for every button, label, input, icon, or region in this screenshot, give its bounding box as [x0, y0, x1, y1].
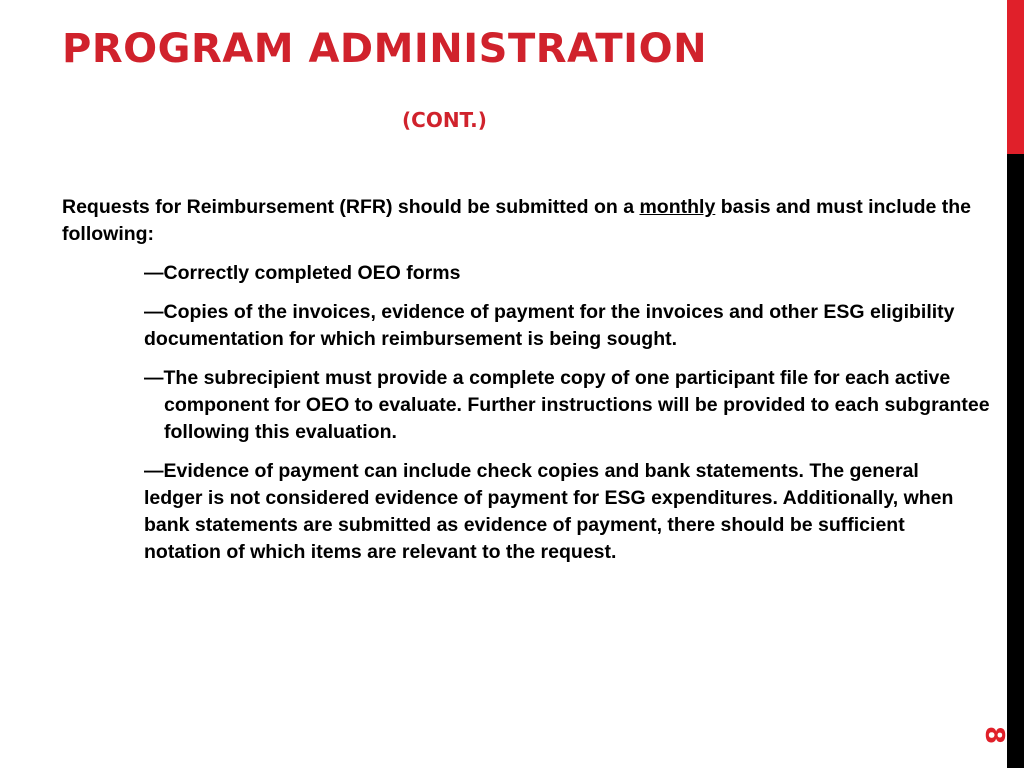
intro-text-start: Requests for Reimbursement (RFR) should be submitted on a [62, 196, 640, 218]
bullet-item [144, 299, 974, 353]
side-accent-bar-red [1007, 0, 1024, 154]
dash-bullet-icon: — [144, 460, 164, 482]
bullet-text: The subrecipient must provide a complete copy of one participant file for each active component for OEO to evaluate. Further instructions will be provided to each subgrantee following this evaluation. [163, 367, 990, 443]
dash-bullet-icon: — [144, 367, 164, 389]
bullet-text: Correctly completed OEO forms [163, 262, 461, 284]
intro-text-end: basis and must include the following: [62, 196, 972, 245]
bullet-item [144, 458, 974, 566]
intro-emphasis: monthly [639, 196, 716, 218]
bullet-item [144, 365, 994, 446]
slide-body [62, 194, 990, 578]
slide-title: PROGRAM ADMINISTRATION [62, 26, 708, 72]
bullet-text: Evidence of payment can include check copies and bank statements. The general ledger is not considered evidence of payment for ESG expenditures. Additionally, when bank statements are submitted as evidence of payment, there should be sufficient notation of which items are relevant to the request. [144, 460, 954, 563]
intro-paragraph [62, 194, 972, 248]
slide-subtitle: (CONT.) [402, 108, 487, 132]
page-number: 8 [979, 725, 1009, 745]
bullet-text: Copies of the invoices, evidence of payment for the invoices and other ESG eligibility documentation for which reimbursement is being sought. [144, 301, 955, 350]
bullet-item [144, 260, 974, 287]
side-accent-bar-black [1007, 154, 1024, 768]
dash-bullet-icon: — [144, 262, 164, 284]
dash-bullet-icon: — [144, 301, 164, 323]
